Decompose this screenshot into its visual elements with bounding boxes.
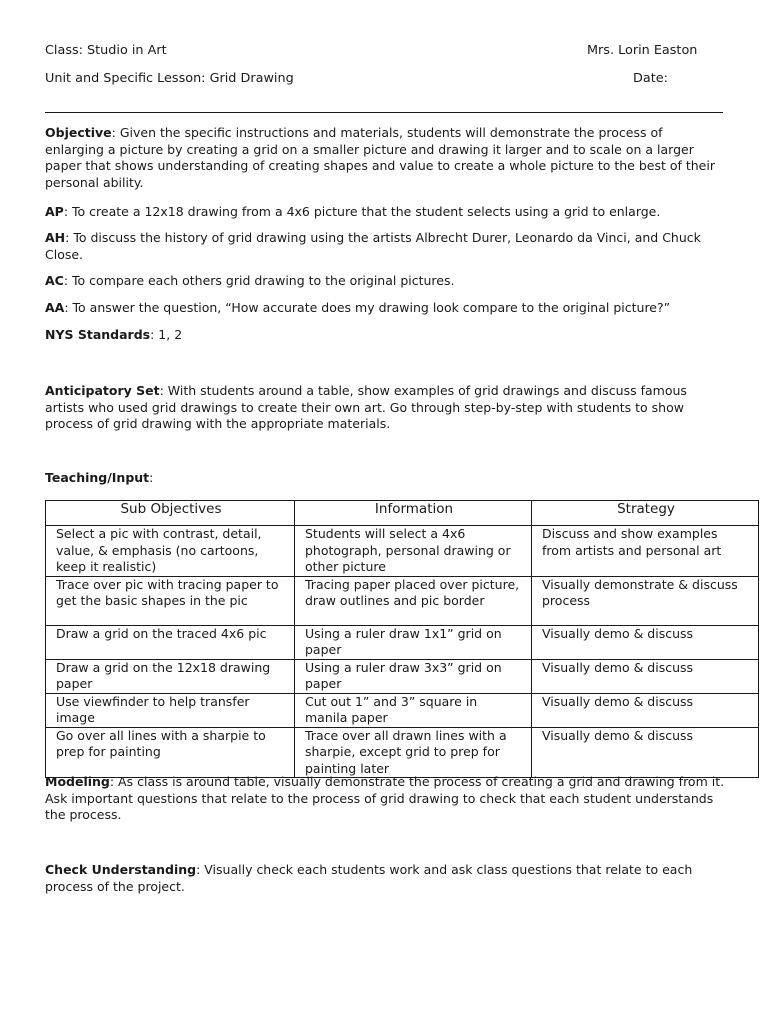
header-strategy: Strategy [532,501,759,526]
table-row [46,625,759,659]
header-information: Information [295,501,532,526]
unit-line: Unit and Specific Lesson: Grid Drawing [45,71,294,86]
teaching-text: : [149,470,154,485]
sub-objective-cell: Use viewfinder to help transfer image [46,693,295,727]
information-cell: Students will select a 4x6 photograph, personal drawing or other picture [295,526,532,577]
lesson-table [45,500,759,778]
teaching-label: Teaching/Input [45,470,150,485]
modeling-paragraph [45,774,725,824]
strategy-cell: Visually demo & discuss [532,659,759,693]
check-label: Check Understanding [45,862,197,877]
ac-label: AC [45,273,64,288]
anticipatory-paragraph [45,383,725,433]
ap-label: AP [45,204,64,219]
aa-text: : To answer the question, “How accurate does my drawing look compare to the original picture?” [64,300,671,315]
ah-paragraph [45,230,725,263]
table-row [46,576,759,625]
table-row [46,659,759,693]
aa-paragraph [45,300,725,317]
anticipatory-label: Anticipatory Set [45,383,160,398]
check-text: : Visually check each students work and ask class questions that relate to each process of the project. [45,862,693,894]
objective-label: Objective [45,125,112,140]
strategy-cell: Visually demo & discuss [532,727,759,778]
table-header-row [46,501,759,526]
date-label: Date: [633,71,668,86]
class-line: Class: Studio in Art [45,43,167,58]
ac-paragraph [45,273,725,290]
information-cell: Trace over all drawn lines with a sharpie, except grid to prep for painting later [295,727,532,778]
standards-paragraph [45,327,725,344]
check-paragraph [45,862,725,895]
information-cell: Using a ruler draw 1x1” grid on paper [295,625,532,659]
strategy-cell: Visually demo & discuss [532,693,759,727]
sub-objective-cell: Trace over pic with tracing paper to get the basic shapes in the pic [46,576,295,625]
strategy-cell: Visually demo & discuss [532,625,759,659]
ah-text: : To discuss the history of grid drawing using the artists Albrecht Durer, Leonardo da Vinci, and Chuck Close. [45,230,701,262]
objective-text: : Given the specific instructions and materials, students will demonstrate the process of enlarging a picture by creating a grid on a smaller picture and drawing it larger and to scale on a larger paper that shows understanding of creating shapes and value to create a whole picture to the best of their personal ability. [45,125,715,190]
table-row [46,693,759,727]
header-sub-objectives: Sub Objectives [46,501,295,526]
standards-text: : 1, 2 [150,327,183,342]
header-divider [45,112,723,113]
information-cell: Cut out 1” and 3” square in manila paper [295,693,532,727]
ac-text: : To compare each others grid drawing to the original pictures. [63,273,455,288]
objective-paragraph [45,125,725,191]
standards-label: NYS Standards [45,327,151,342]
modeling-text: : As class is around table, visually demonstrate the process of creating a grid and drawing from it. Ask important questions that relate to the process of grid drawing to check that each student understands the process. [45,774,725,822]
table-row [46,727,759,778]
aa-label: AA [45,300,65,315]
sub-objective-cell: Select a pic with contrast, detail, value, & emphasis (no cartoons, keep it realistic) [46,526,295,577]
strategy-cell: Visually demonstrate & discuss process [532,576,759,625]
teacher-name: Mrs. Lorin Easton [587,43,698,58]
ap-text: : To create a 12x18 drawing from a 4x6 picture that the student selects using a grid to enlarge. [63,204,661,219]
strategy-cell: Discuss and show examples from artists and personal art [532,526,759,577]
table-row [46,526,759,577]
ap-paragraph [45,204,725,221]
modeling-label: Modeling [45,774,110,789]
information-cell: Using a ruler draw 3x3” grid on paper [295,659,532,693]
sub-objective-cell: Draw a grid on the traced 4x6 pic [46,625,295,659]
ah-label: AH [45,230,66,245]
anticipatory-text: : With students around a table, show examples of grid drawings and discuss famous artists who used grid drawings to create their own art. Go through step-by-step with students to show process of grid drawing with the appropriate materials. [45,383,687,431]
teaching-paragraph [45,470,725,487]
sub-objective-cell: Go over all lines with a sharpie to prep for painting [46,727,295,778]
sub-objective-cell: Draw a grid on the 12x18 drawing paper [46,659,295,693]
information-cell: Tracing paper placed over picture, draw outlines and pic border [295,576,532,625]
